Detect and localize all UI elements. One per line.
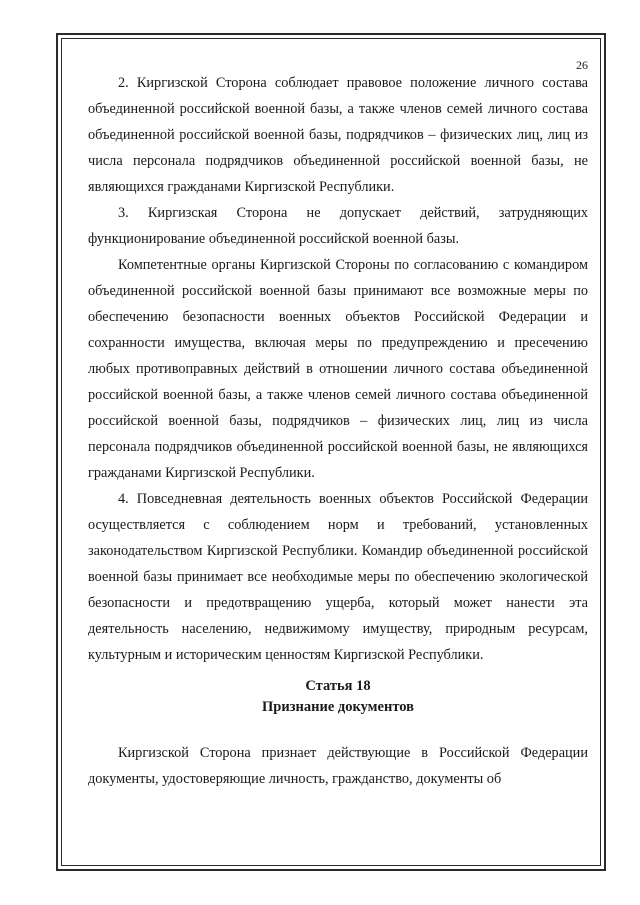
article-number: Статья 18 — [305, 678, 371, 694]
document-body — [88, 70, 588, 792]
paragraph-clause-4: 4. Повседневная деятельность военных объектов Российской Федерации осуществляется с соблюдением норм и требований, установленных законодательством Киргизской Республики. Командир объединенной российской военной базы принимает все необходимые меры по обеспечению экологической безопасности и предотвращению ущерба, который может нанести эта деятельность населению, недвижимому имуществу, природным ресурсам, культурным и историческим ценностям Киргизской Республики. — [88, 491, 588, 663]
paragraph-clause-3: 3. Киргизская Сторона не допускает действий, затрудняющих функционирование объединенной российской военной базы. — [88, 205, 588, 247]
paragraph-clause-2: 2. Киргизской Сторона соблюдает правовое положение личного состава объединенной российской военной базы, а также членов семей личного состава объединенной российской военной базы, подрядчиков – физических лиц, лиц из числа персонала подрядчиков объединенной российской военной базы, не являющихся гражданами Киргизской Республики. — [88, 75, 588, 195]
article-heading — [88, 676, 588, 718]
article-title: Признание документов — [261, 699, 414, 715]
page-number: 26 — [576, 58, 588, 72]
paragraph-recognition: Киргизской Сторона признает действующие в Российской Федерации документы, удостоверяющие личность, гражданство, документы об — [88, 745, 588, 787]
paragraph-competent-bodies: Компетентные органы Киргизской Стороны по согласованию с командиром объединенной российской военной базы принимают все возможные меры по обеспечению безопасности военных объектов Российской Федерации и сохранности имущества, включая меры по предупреждению и пресечению любых противоправных действий в отношении личного состава объединенной российской военной базы, а также членов семей личного состава объединенной российской военной базы, подрядчиков – физических лиц, лиц из числа персонала подрядчиков объединенной российской военной базы, не являющихся гражданами Киргизской Республики. — [88, 257, 588, 481]
